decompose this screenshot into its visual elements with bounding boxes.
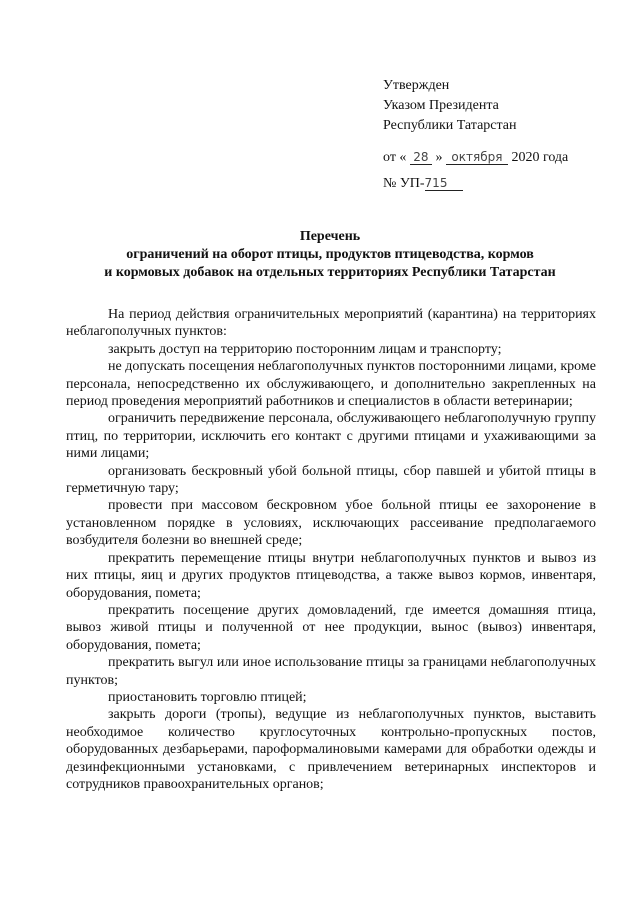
approval-date <box>383 148 623 168</box>
paragraph-item: закрыть доступ на территорию посторонним лицам и транспорту; <box>108 341 502 357</box>
date-suffix: 2020 года <box>511 150 569 165</box>
number-handwritten: 715 <box>425 176 463 191</box>
paragraph-intro: На период действия ограничительных мероприятий (карантина) на территориях неблагополучных пунктов: <box>66 307 596 340</box>
document-body <box>66 306 596 793</box>
number-prefix: № УП- <box>383 176 425 191</box>
title-line-3: и кормовых добавок на отдельных территориях Республики Татарстан <box>104 265 556 280</box>
title-line-1: Перечень <box>299 229 361 244</box>
title-line-2: ограничений на оборот птицы, продуктов птицеводства, кормов <box>126 247 534 262</box>
paragraph-item: закрыть дороги (тропы), ведущие из неблагополучных пунктов, выставить необходимое количество круглосуточных контрольно-пропускных постов, оборудованных дезбарьерами, пароформалиновыми камерами для обработки одежды и дезинфекционными установками, с привлечением ветеринарных инспекторов и сотрудников правоохранительных органов; <box>66 707 596 792</box>
date-mid: » <box>435 150 443 165</box>
paragraph-item: провести при массовом бескровном убое больной птицы ее захоронение в установленном порядке в условиях, исключающих рассеивание предполагаемого возбудителя болезни во внешней среде; <box>66 498 596 549</box>
date-day-handwritten: 28 <box>410 150 432 165</box>
document-title <box>60 228 600 282</box>
paragraph-item: ограничить передвижение персонала, обслуживающего неблагополучную группу птиц, по территории, исключить его контакт с другими птицами и ухаживающими за ними лицами; <box>66 411 596 462</box>
paragraph-item: приостановить торговлю птицей; <box>108 689 307 705</box>
approval-number <box>383 174 623 194</box>
approval-line-decree: Указом Президента <box>383 98 499 113</box>
date-prefix: от « <box>383 150 407 165</box>
paragraph-item: не допускать посещения неблагополучных пунктов посторонними лицами, кроме персонала, непосредственно их обслуживающего, и дополнительно закрепленных на период проведения мероприятий работников и специалистов в области ветеринарии; <box>66 359 596 410</box>
date-month-handwritten: октября <box>446 150 508 165</box>
approval-line-republic: Республики Татарстан <box>383 118 517 133</box>
paragraph-item: прекратить перемещение птицы внутри неблагополучных пунктов и вывоз из них птицы, яиц и других продуктов птицеводства, а также вывоз кормов, инвентаря, оборудования, помета; <box>66 550 596 601</box>
paragraph-item: прекратить посещение других домовладений, где имеется домашняя птица, вывоз живой птицы и полученной от нее продукции, вынос (вывоз) инвентаря, оборудования, помета; <box>66 602 596 653</box>
paragraph-item: прекратить выгул или иное использование птицы за границами неблагополучных пунктов; <box>66 655 596 688</box>
paragraph-item: организовать бескровный убой больной птицы, сбор павшей и убитой птицы в герметичную тару; <box>66 463 596 497</box>
approval-block <box>383 76 623 194</box>
approval-line-approved: Утвержден <box>383 78 450 93</box>
